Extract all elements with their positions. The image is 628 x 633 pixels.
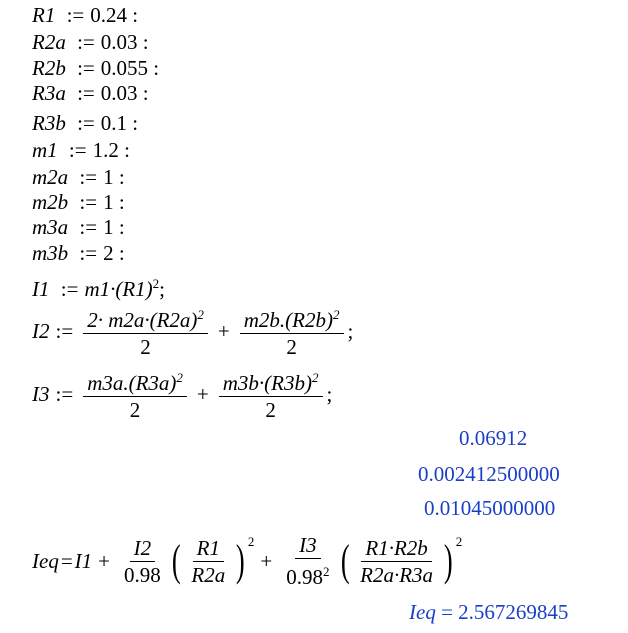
I3-term2-fraction: $\frac{m3b\cdot(R3b)^2}{2}$ bbox=[219, 365, 323, 423]
I3-term1-fraction: $\frac{m3a.(R3a)^2}{2}$ bbox=[83, 365, 187, 423]
output-I3: 0.01045000000 bbox=[424, 496, 556, 520]
eq-I1[interactable]: I1 := $m1\cdot(R1)^2$; bbox=[32, 276, 166, 301]
assign-m2b[interactable]: m2b := 1 : bbox=[32, 190, 125, 214]
I2-term1-fraction: $\frac{2\cdot m2a\cdot(R2a)^2}{2}$ bbox=[83, 302, 208, 360]
assign-m2a[interactable]: m2a := 1 : bbox=[32, 165, 125, 189]
eq-Ieq[interactable]: Ieq = I1 + $\frac{I2}{0.98}$ ( $\frac{R1}{R2a}$ ) 2 + $\frac{I3}{0.98^2}$ ( $\frac{R1\cdot R2b}{R2a\cdot R3a}$ ) 2 bbox=[32, 533, 463, 589]
assign-m3a[interactable]: m3a := 1 : bbox=[32, 215, 125, 239]
assign-R1[interactable]: R1 := 0.24 : bbox=[32, 3, 139, 27]
output-I1: 0.06912 bbox=[459, 426, 528, 450]
assign-m1[interactable]: m1 := 1.2 : bbox=[32, 138, 130, 162]
Ieq-ratio1: $\frac{R1}{R2a}$ bbox=[191, 535, 226, 587]
eq-I3[interactable]: I3 := $\frac{m3a.(R3a)^2}{2}$ + $\frac{m3b\cdot(R3b)^2}{2}$ ; bbox=[32, 365, 332, 423]
I2-term2-fraction: $\frac{m2b.(R2b)^2}{2}$ bbox=[240, 302, 344, 360]
eq-I2[interactable]: I2 := $\frac{2\cdot m2a\cdot(R2a)^2}{2}$ + $\frac{m2b.(R2b)^2}{2}$ ; bbox=[32, 302, 353, 360]
assign-R2b[interactable]: R2b := 0.055 : bbox=[32, 56, 160, 80]
output-I2: 0.002412500000 bbox=[418, 462, 560, 486]
assign-m3b[interactable]: m3b := 2 : bbox=[32, 241, 125, 265]
Ieq-frac2: $\frac{I3}{0.98^2}$ bbox=[286, 533, 330, 589]
Ieq-ratio2: $\frac{R1\cdot R2b}{R2a\cdot R3a}$ bbox=[360, 535, 434, 587]
assign-R3a[interactable]: R3a := 0.03 : bbox=[32, 81, 149, 105]
assign-R2a[interactable]: R2a := 0.03 : bbox=[32, 30, 149, 54]
assign-R3b[interactable]: R3b := 0.1 : bbox=[32, 111, 139, 135]
Ieq-frac1: $\frac{I2}{0.98}$ bbox=[124, 535, 161, 587]
result-Ieq: Ieq = 2.567269845 bbox=[409, 600, 569, 624]
